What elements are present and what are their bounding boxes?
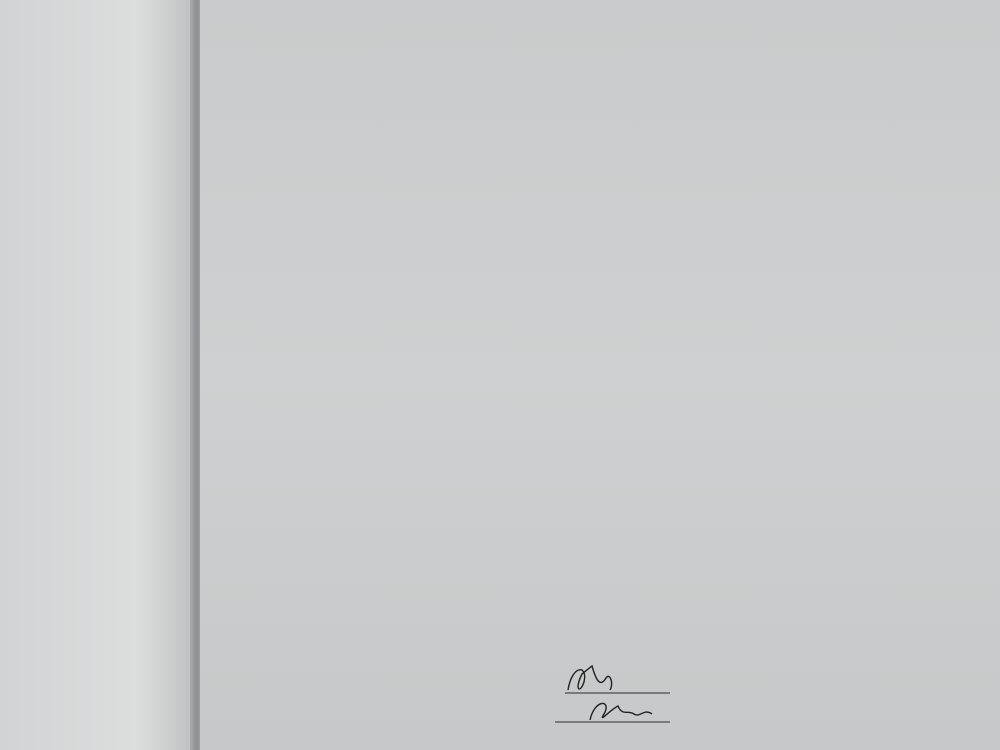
- signature-scribbles: [540, 660, 720, 740]
- signature-checked: [590, 703, 652, 720]
- signature-executed: [568, 666, 612, 690]
